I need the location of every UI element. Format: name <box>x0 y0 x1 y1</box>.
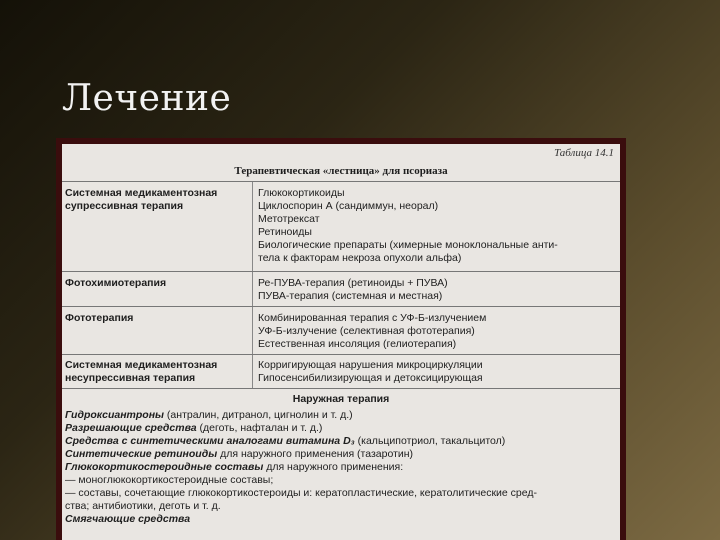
list-item: — моноглюкокортикостероидные составы; <box>65 474 274 486</box>
list-item: ства; антибиотики, деготь и т. д. <box>65 500 221 512</box>
list-item: Глюкокортикостероидные составы для наружного применения: <box>65 461 404 473</box>
table-divider <box>62 306 620 307</box>
slide-title: Лечение <box>62 78 232 119</box>
table-scan <box>62 144 620 540</box>
table-divider <box>62 271 620 272</box>
list-item: Гипосенсибилизирующая и детоксицирующая <box>258 372 483 384</box>
list-item: Средства с синтетическими аналогами витамина D₃ (кальципотриол, такальцитол) <box>65 435 506 447</box>
table-image-frame <box>56 138 626 540</box>
list-item: Синтетические ретиноиды для наружного применения (тазаротин) <box>65 448 414 460</box>
external-therapy-list <box>65 409 614 526</box>
table-divider <box>62 181 620 182</box>
list-item: Корригирующая нарушения микроциркуляции <box>258 359 483 371</box>
table-title: Терапевтическая «лестница» для псориаза <box>234 165 448 177</box>
row-label: Системная медикаментозная супрессивная терапия <box>65 187 218 212</box>
row-label: Фототерапия <box>65 312 134 324</box>
list-item: ПУВА-терапия (системная и местная) <box>258 290 443 302</box>
row-items <box>258 359 618 385</box>
list-item: тела к факторам некроза опухоли альфа) <box>258 252 462 264</box>
list-item: Гидроксиантроны (антралин, дитранол, цигнолин и т. д.) <box>65 409 353 421</box>
list-item: Ретиноиды <box>258 226 312 238</box>
row-label: Фотохимиотерапия <box>65 277 167 289</box>
list-item: Комбинированная терапия с УФ-Б-излучением <box>258 312 487 324</box>
row-items <box>258 187 618 265</box>
list-item: Разрешающие средства (деготь, нафталан и т. д.) <box>65 422 323 434</box>
list-item: Метотрексат <box>258 213 320 225</box>
list-item: Глюкокортикоиды <box>258 187 345 199</box>
column-divider <box>252 182 253 388</box>
table-number: Таблица 14.1 <box>554 147 614 159</box>
row-items <box>258 312 618 351</box>
table-divider <box>62 354 620 355</box>
table-divider <box>62 388 620 389</box>
list-item: УФ-Б-излучение (селективная фототерапия) <box>258 325 475 337</box>
row-items <box>258 277 618 303</box>
list-item: Циклоспорин А (сандиммун, неорал) <box>258 200 439 212</box>
list-item: Смягчающие средства <box>65 513 191 525</box>
list-item: — составы, сочетающие глюкокортикостероиды и: кератопластические, кератолитические сред- <box>65 487 537 499</box>
row-label: Системная медикаментозная несупрессивная терапия <box>65 359 218 384</box>
list-item: Биологические препараты (химерные моноклональные анти- <box>258 239 558 251</box>
list-item: Естественная инсоляция (гелиотерапия) <box>258 338 457 350</box>
external-therapy-title: Наружная терапия <box>292 393 390 405</box>
list-item: Ре-ПУВА-терапия (ретиноиды + ПУВА) <box>258 277 448 289</box>
